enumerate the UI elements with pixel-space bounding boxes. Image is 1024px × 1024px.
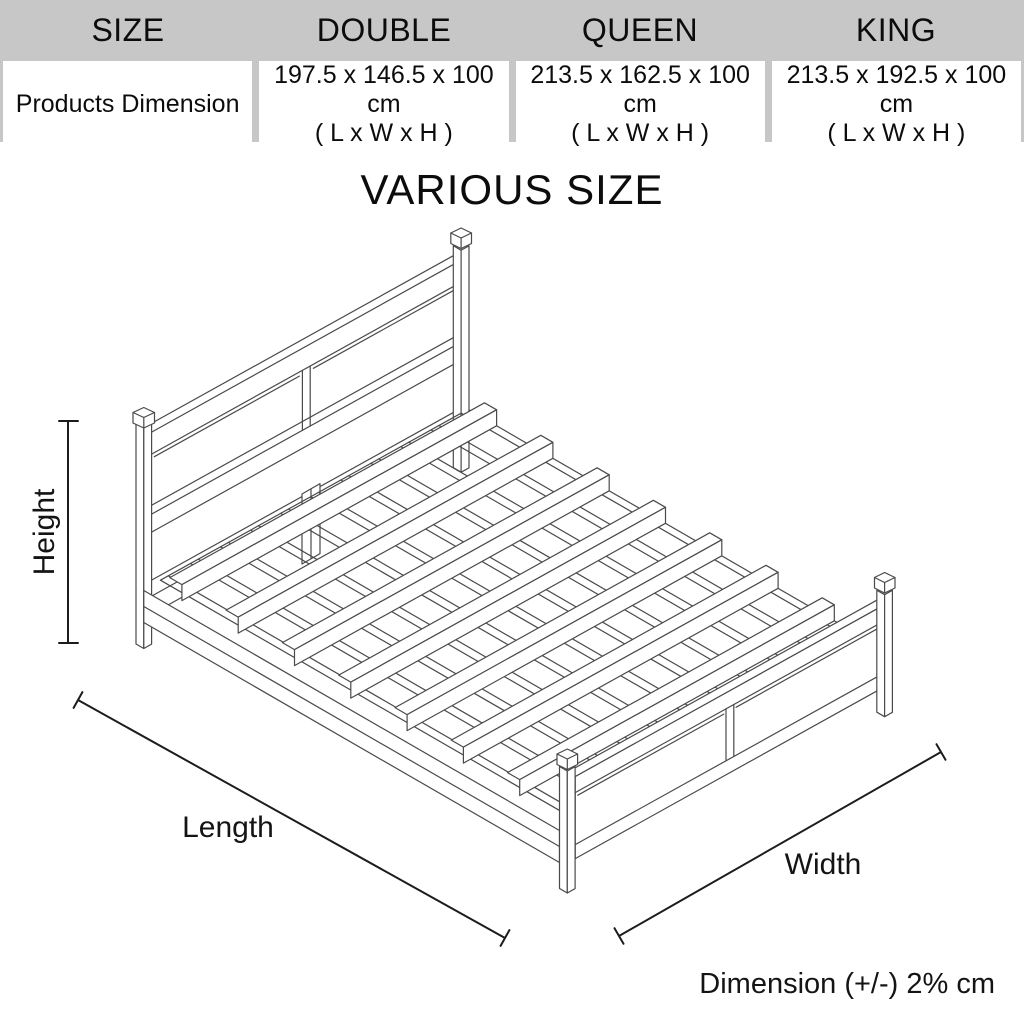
dimension-value: 197.5 x 146.5 x 100 cm <box>274 61 494 118</box>
length-dimension-line <box>74 692 510 946</box>
dimension-unit-note: ( L x W x H ) <box>314 119 453 147</box>
length-label: Length <box>182 811 274 844</box>
size-table-header-double: DOUBLE <box>316 12 452 48</box>
foot-post-left <box>557 749 578 893</box>
dimension-value: 213.5 x 162.5 x 100 cm <box>530 61 750 118</box>
size-table-header-queen: QUEEN <box>581 12 699 48</box>
height-label: Height <box>27 488 61 576</box>
size-table-header-size: SIZE <box>91 12 165 48</box>
dimension-value: 213.5 x 192.5 x 100 cm <box>786 61 1007 118</box>
foot-post-right <box>875 573 896 717</box>
page-title: VARIOUS SIZE <box>360 166 664 213</box>
dimension-unit-note: ( L x W x H ) <box>571 119 710 147</box>
row-label: Products Dimension <box>15 90 240 118</box>
tolerance-note: Dimension (+/-) 2% cm <box>699 968 995 1000</box>
size-table-header-king: KING <box>855 12 937 48</box>
dimension-unit-note: ( L x W x H ) <box>827 119 966 147</box>
height-dimension-line <box>59 421 78 643</box>
width-label: Width <box>784 848 862 881</box>
